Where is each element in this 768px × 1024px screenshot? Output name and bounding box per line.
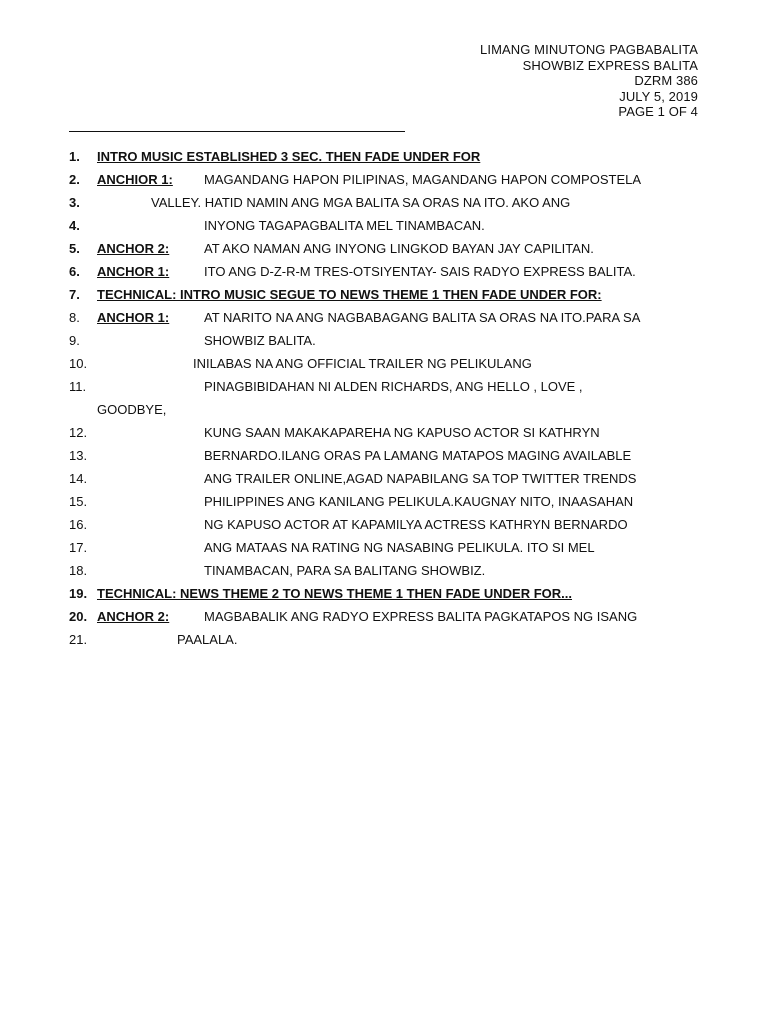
program-title: LIMANG MINUTONG PAGBABALITA [480,42,698,57]
script-line [69,354,709,377]
script-line [69,308,709,331]
line-text: SHOWBIZ BALITA. [204,333,316,348]
speaker-label: ANCHOR 1: [97,264,170,279]
line-text: ITO ANG D-Z-R-M TRES-OTSIYENTAY- SAIS RADYO EXPRESS BALITA. [204,264,636,279]
line-text: ANG TRAILER ONLINE,AGAD NAPABILANG SA TOP TWITTER TRENDS [204,471,637,486]
line-number: 18. [69,563,88,578]
speaker-label: ANCHIOR 1: [97,172,173,187]
line-number: 12. [69,425,88,440]
script-line [69,538,709,561]
line-number: 16. [69,517,88,532]
speaker-label: ANCHOR 1: [97,310,170,325]
technical-cue: INTRO MUSIC ESTABLISHED 3 SEC. THEN FADE UNDER FOR [97,149,481,164]
line-text: BERNARDO.ILANG ORAS PA LAMANG MATAPOS MAGING AVAILABLE [204,448,632,463]
script-line [69,561,709,584]
line-text: INYONG TAGAPAGBALITA MEL TINAMBACAN. [204,218,485,233]
speaker-label: ANCHOR 2: [97,609,170,624]
line-number: 8. [69,310,80,325]
station-name: DZRM 386 [634,73,698,88]
line-text-continuation: GOODBYE, [97,402,167,417]
document-header [480,42,698,120]
page-number: PAGE 1 OF 4 [618,104,698,119]
line-text: MAGBABALIK ANG RADYO EXPRESS BALITA PAGKATAPOS NG ISANG [204,609,638,624]
script-line [69,630,709,653]
line-text: VALLEY. HATID NAMIN ANG MGA BALITA SA ORAS NA ITO. AKO ANG [151,195,571,210]
line-number: 10. [69,356,88,371]
line-number: 5. [69,241,80,256]
technical-cue: TECHNICAL: INTRO MUSIC SEGUE TO NEWS THEME 1 THEN FADE UNDER FOR: [97,287,602,302]
technical-cue: TECHNICAL: NEWS THEME 2 TO NEWS THEME 1 THEN FADE UNDER FOR... [97,586,573,601]
line-number: 9. [69,333,80,348]
line-number: 14. [69,471,88,486]
line-text: AT AKO NAMAN ANG INYONG LINGKOD BAYAN JAY CAPILITAN. [204,241,594,256]
line-text: TINAMBACAN, PARA SA BALITANG SHOWBIZ. [204,563,486,578]
document-date: JULY 5, 2019 [619,88,698,104]
script-line [69,170,709,193]
script-line [69,262,709,285]
script-line [69,492,709,515]
script-line [69,423,709,446]
line-text: MAGANDANG HAPON PILIPINAS, MAGANDANG HAPON COMPOSTELA [204,172,642,187]
line-text: ANG MATAAS NA RATING NG NASABING PELIKULA. ITO SI MEL [204,540,595,555]
line-number: 13. [69,448,88,463]
script-line [69,607,709,630]
line-number: 6. [69,264,80,279]
line-number: 20. [69,609,88,624]
line-number: 21. [69,632,88,647]
line-number: 2. [69,172,80,187]
line-text: PINAGBIBIDAHAN NI ALDEN RICHARDS, ANG HELLO , LOVE , [204,379,583,394]
line-number: 19. [69,586,88,601]
script-line [69,331,709,354]
line-text: INILABAS NA ANG OFFICIAL TRAILER NG PELIKULANG [193,356,532,371]
script-line [69,193,709,216]
script-line [69,584,709,607]
line-text: AT NARITO NA ANG NAGBABAGANG BALITA SA ORAS NA ITO.PARA SA [204,310,641,325]
script-line [69,469,709,492]
script-line [69,446,709,469]
line-number: 7. [69,287,80,302]
speaker-label: ANCHOR 2: [97,241,170,256]
line-number: 4. [69,218,80,233]
script-line [69,147,709,170]
script-line [69,377,709,400]
segment-title: SHOWBIZ EXPRESS BALITA [522,57,698,73]
script-line [69,285,709,308]
line-number: 17. [69,540,88,555]
line-number: 3. [69,195,80,210]
script-line [69,216,709,239]
script-line [69,239,709,262]
line-number: 1. [69,149,80,164]
line-text: PAALALA. [177,632,238,647]
line-number: 11. [69,379,87,394]
header-divider [69,131,405,132]
script-line [69,515,709,538]
script-lines [69,147,709,653]
line-text: PHILIPPINES ANG KANILANG PELIKULA.KAUGNAY NITO, INAASAHAN [204,494,634,509]
line-text: KUNG SAAN MAKAKAPAREHA NG KAPUSO ACTOR SI KATHRYN [204,425,600,440]
line-text: NG KAPUSO ACTOR AT KAPAMILYA ACTRESS KATHRYN BERNARDO [204,517,628,532]
line-number: 15. [69,494,88,509]
script-line [69,400,709,423]
